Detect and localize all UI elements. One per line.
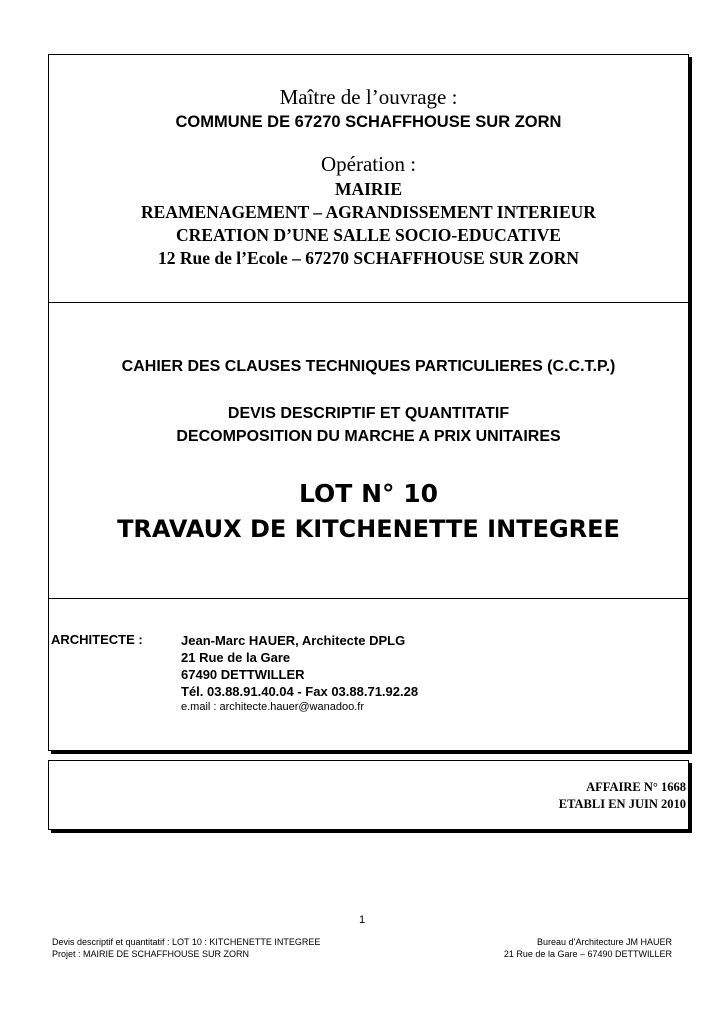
architect-label: ARCHITECTE : bbox=[51, 632, 143, 647]
footer-left-line-1: Devis descriptif et quantitatif : LOT 10 : KITCHENETTE INTEGREE bbox=[52, 937, 321, 947]
architect-city: 67490 DETTWILLER bbox=[181, 667, 305, 682]
affaire-info bbox=[559, 779, 686, 813]
affaire-number: AFFAIRE N° 1668 bbox=[586, 780, 686, 794]
operation-line-4: 12 Rue de l’Ecole – 67270 SCHAFFHOUSE SUR ZORN bbox=[158, 248, 579, 268]
lot-title: TRAVAUX DE KITCHENETTE INTEGREE bbox=[117, 515, 620, 543]
affaire-box bbox=[48, 760, 689, 830]
lot-number: LOT N° 10 bbox=[299, 479, 438, 508]
cover-frame bbox=[48, 54, 689, 751]
footer-right-line-1: Bureau d’Architecture JM HAUER bbox=[536, 937, 672, 947]
footer-right-line-2: 21 Rue de la Gare – 67490 DETTWILLER bbox=[503, 949, 672, 959]
maitre-label: Maître de l’ouvrage : bbox=[279, 85, 458, 109]
cctp-title: CAHIER DES CLAUSES TECHNIQUES PARTICULIERES (C.C.T.P.) bbox=[121, 358, 616, 375]
operation-line-1: MAIRIE bbox=[334, 179, 403, 199]
decomposition-title: DECOMPOSITION DU MARCHE A PRIX UNITAIRES bbox=[176, 428, 561, 445]
architect-section bbox=[49, 598, 688, 750]
operation-line-2: REAMENAGEMENT – AGRANDISSEMENT INTERIEUR bbox=[141, 202, 596, 222]
architect-phone: Tél. 03.88.91.40.04 - Fax 03.88.71.92.28 bbox=[181, 684, 419, 699]
operation-line-3: CREATION D’UNE SALLE SOCIO-EDUCATIVE bbox=[176, 225, 561, 245]
footer-right bbox=[504, 936, 672, 960]
architect-name: Jean-Marc HAUER, Architecte DPLG bbox=[181, 633, 406, 648]
page-number: 1 bbox=[358, 914, 366, 926]
footer-left-line-2: Projet : MAIRIE DE SCHAFFHOUSE SUR ZORN bbox=[52, 949, 250, 959]
architect-street: 21 Rue de la Gare bbox=[181, 650, 291, 665]
footer-left bbox=[52, 936, 320, 960]
architect-details bbox=[181, 632, 418, 714]
affaire-date: ETABLI EN JUIN 2010 bbox=[558, 797, 686, 811]
operation-label: Opération : bbox=[320, 152, 417, 176]
maitre-value: COMMUNE DE 67270 SCHAFFHOUSE SUR ZORN bbox=[175, 113, 562, 131]
architect-email: e.mail : architecte.hauer@wanadoo.fr bbox=[181, 701, 364, 713]
document-title-section bbox=[49, 302, 688, 599]
devis-title: DEVIS DESCRIPTIF ET QUANTITATIF bbox=[227, 405, 510, 422]
owner-operation-section bbox=[49, 55, 688, 303]
